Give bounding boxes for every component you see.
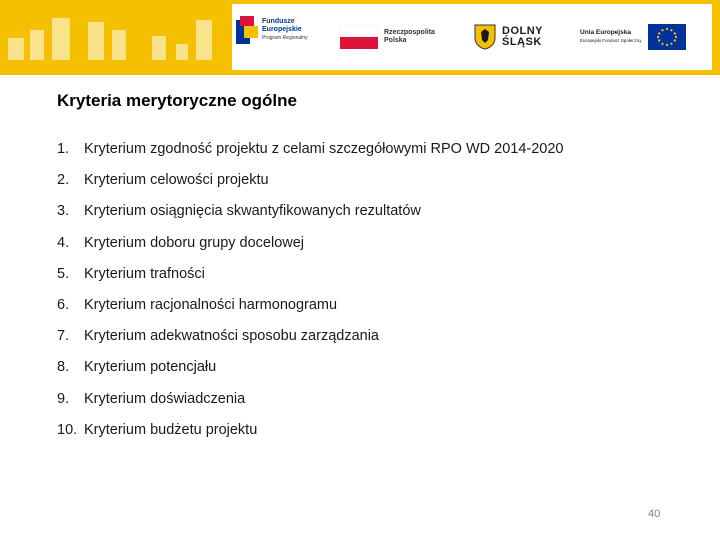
criterion-text: Kryterium doboru grupy docelowej (84, 234, 305, 251)
fe-line2: Europejskie (262, 26, 302, 33)
criterion-text: Kryterium racjonalności harmonogramu (84, 296, 338, 313)
criterion-item (57, 359, 564, 390)
decorative-block (112, 30, 126, 60)
criterion-text: Kryterium zgodność projektu z celami szczegółowymi RPO WD 2014-2020 (84, 141, 564, 157)
criterion-number: 2. (57, 172, 70, 189)
criterion-text: Kryterium osiągnięcia skwantyfikowanych rezultatów (84, 203, 421, 220)
criterion-number: 5. (57, 265, 70, 282)
criterion-text: Kryterium potencjału (84, 359, 217, 376)
rp-line2: Polska (384, 37, 407, 44)
decorative-block (196, 20, 212, 60)
criterion-number: 10. (57, 421, 78, 438)
criterion-text: Kryterium celowości projektu (84, 172, 269, 189)
criterion-number: 7. (57, 328, 70, 345)
ds-line1: DOLNY (502, 25, 543, 37)
criterion-number: 4. (57, 234, 70, 251)
criterion-item (57, 266, 564, 297)
criterion-number: 6. (57, 296, 70, 313)
criteria-list (57, 141, 564, 453)
decorative-block (30, 30, 44, 60)
criterion-item (57, 141, 564, 172)
criterion-number: 9. (57, 390, 70, 407)
criterion-text: Kryterium budżetu projektu (84, 421, 258, 438)
fe-star-icon (236, 16, 258, 44)
decorative-block (88, 22, 104, 60)
decorative-block (8, 38, 24, 60)
criterion-item (57, 422, 564, 453)
dolny-slask-logo (474, 24, 543, 50)
coat-of-arms-icon (474, 24, 496, 50)
fe-line1: Fundusze (262, 18, 295, 25)
ds-line2: ŚLĄSK (502, 36, 542, 48)
slide-title: Kryteria merytoryczne ogólne (57, 91, 297, 110)
fe-line3: Program Regionalny (262, 35, 308, 41)
criterion-text: Kryterium doświadczenia (84, 390, 246, 407)
criterion-text: Kryterium trafności (84, 265, 205, 282)
ue-line1: Unia Europejska (580, 29, 631, 36)
eu-flag-icon (648, 24, 686, 50)
rp-line1: Rzeczpospolita (384, 29, 435, 36)
criterion-item (57, 328, 564, 359)
criterion-item (57, 172, 564, 203)
criterion-item (57, 203, 564, 234)
criterion-number: 1. (57, 141, 70, 157)
decorative-block (176, 44, 188, 60)
header-band (0, 0, 720, 75)
criterion-item (57, 391, 564, 422)
polish-flag-icon (340, 25, 378, 49)
logo-bar (232, 4, 712, 70)
criterion-number: 3. (57, 203, 70, 220)
criterion-text: Kryterium adekwatności sposobu zarządzania (84, 328, 379, 345)
fundusze-europejskie-logo (236, 16, 308, 44)
criterion-item (57, 235, 564, 266)
unia-europejska-logo (580, 24, 686, 50)
criterion-item (57, 297, 564, 328)
decorative-block (52, 18, 70, 60)
rzeczpospolita-polska-logo (340, 25, 435, 49)
page-number: 40 (648, 508, 661, 520)
decorative-block (152, 36, 166, 60)
ue-line2: Europejski Fundusz Społeczny (580, 38, 642, 43)
criterion-number: 8. (57, 359, 70, 376)
